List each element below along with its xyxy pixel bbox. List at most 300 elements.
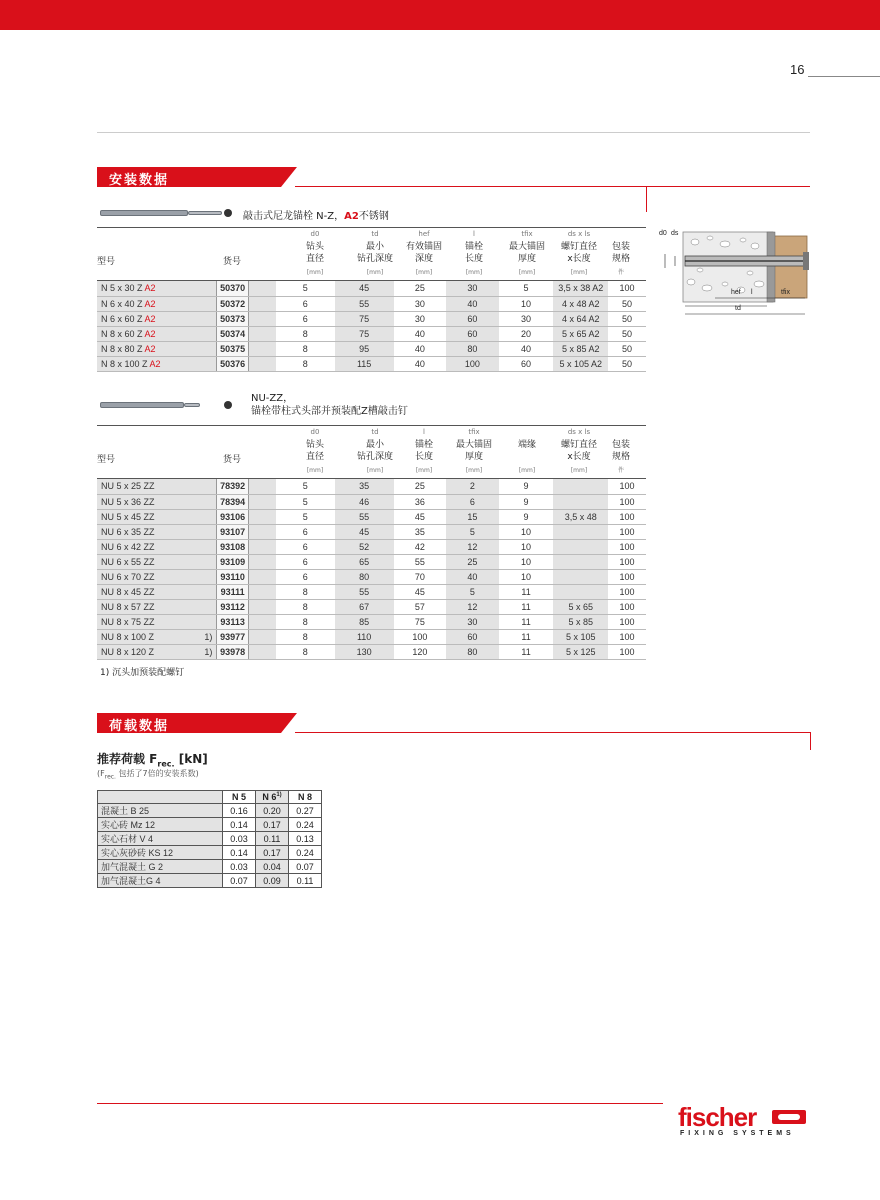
spacer (248, 569, 275, 584)
page-number: 16 (790, 62, 805, 77)
cell-value: 12 (446, 539, 499, 554)
table-row (97, 356, 646, 371)
spacer (248, 326, 275, 341)
header-label-2: 深度 (414, 254, 433, 264)
header-symbol: tfix (468, 428, 480, 436)
cell-value: 40 (446, 296, 499, 311)
spacer (248, 599, 275, 614)
article-number: 93109 (217, 554, 249, 569)
cell-value: 5 (446, 524, 499, 539)
load-header-cell (256, 791, 289, 804)
row-note (192, 341, 217, 356)
cell-value: 100 (608, 281, 646, 296)
cell-value: 50 (608, 341, 646, 356)
header-unit: [mm] (570, 467, 588, 474)
header-label-2: 厚度 (464, 452, 483, 462)
cell-value: 10 (499, 539, 554, 554)
row-note (192, 326, 217, 341)
cell-value: 11 (499, 599, 554, 614)
header-label-1: 最小 (365, 242, 384, 252)
cell-value: 110 (335, 629, 394, 644)
spacer (248, 524, 275, 539)
load-title (97, 750, 208, 768)
row-note: 1) (192, 629, 217, 644)
row-model (97, 599, 192, 614)
model-name: NU 5 x 45 ZZ (101, 511, 155, 522)
model-material: A2 (144, 283, 156, 294)
header-symbol: l (473, 230, 475, 238)
header-label-2: 规格 (611, 254, 630, 264)
cell-value (553, 554, 608, 569)
cell-value (553, 479, 608, 494)
header-unit: [mm] (570, 269, 588, 276)
material-label: 混凝土 B 25 (98, 804, 223, 818)
cell-value: 30 (446, 281, 499, 296)
cell-value: 75 (335, 311, 394, 326)
cell-value: 4 x 48 A2 (553, 296, 608, 311)
diagram-label-td: td (735, 305, 741, 312)
article-number: 50375 (217, 341, 249, 356)
header-label-1: 包装 (611, 440, 630, 450)
model-name: N 6 x 40 Z (101, 298, 145, 309)
cell-value: 100 (608, 644, 646, 659)
material-label: 实心灰砂砖 KS 12 (98, 846, 223, 860)
cell-value: 5 (276, 281, 335, 296)
header-unit: [mm] (518, 467, 536, 474)
table-row (97, 629, 646, 644)
footer-rule (97, 1103, 663, 1104)
model-material: A2 (144, 343, 156, 354)
cell-value: 50 (608, 356, 646, 371)
cell-value: 5 (499, 281, 554, 296)
cell-value: 100 (608, 509, 646, 524)
cell-value: 40 (394, 356, 447, 371)
spacer (248, 311, 275, 326)
row-note (192, 569, 217, 584)
row-model (97, 281, 192, 296)
table-row (97, 644, 646, 659)
header-symbol: td (371, 230, 379, 238)
model-name: NU 5 x 36 ZZ (101, 496, 155, 507)
load-title-unit: [kN] (174, 752, 208, 766)
cell-value: 8 (276, 629, 335, 644)
header-unit: 件 (617, 467, 624, 474)
table-row (97, 509, 646, 524)
cell-value: 100 (608, 539, 646, 554)
cell-value: 55 (335, 584, 394, 599)
cell-value: 40 (499, 341, 554, 356)
table-row (97, 524, 646, 539)
table-row (97, 326, 646, 341)
cell-value: 6 (276, 554, 335, 569)
cell-value: 9 (499, 494, 554, 509)
load-value: 0.04 (256, 860, 289, 874)
model-material: A2 (149, 358, 161, 369)
section-title: 安装数据 (97, 167, 281, 187)
header-text: N 6 (262, 792, 277, 802)
header-label-1: 最小 (365, 440, 384, 450)
cell-value: 30 (446, 614, 499, 629)
cell-value: 36 (394, 494, 447, 509)
cell-value: 45 (394, 584, 447, 599)
model-name: N 5 x 30 Z (101, 283, 145, 294)
row-note (192, 311, 217, 326)
section-rule (295, 732, 810, 733)
row-note (192, 296, 217, 311)
cell-value: 8 (276, 614, 335, 629)
load-subtitle (97, 768, 199, 781)
header-rule (97, 132, 810, 133)
cell-value: 5 x 85 (553, 614, 608, 629)
top-red-bar (0, 0, 880, 30)
table-row (97, 614, 646, 629)
cell-value: 30 (394, 311, 447, 326)
header-unit: [mm] (306, 269, 324, 276)
header-symbol: ds x ls (567, 428, 591, 436)
table-row (97, 584, 646, 599)
row-note (192, 539, 217, 554)
header-label-2: 钻孔深度 (356, 254, 393, 264)
cell-value: 100 (608, 629, 646, 644)
cell-value: 15 (446, 509, 499, 524)
load-value: 0.11 (289, 874, 322, 888)
cell-value: 75 (335, 326, 394, 341)
row-note (192, 356, 217, 371)
load-value: 0.14 (223, 818, 256, 832)
header-article: 货号 (222, 257, 241, 267)
cell-value: 9 (499, 479, 554, 494)
section-rule (295, 186, 810, 187)
cell-value: 8 (276, 341, 335, 356)
row-note (192, 479, 217, 494)
header-label-2: 厚度 (517, 254, 536, 264)
load-row (98, 804, 322, 818)
cell-value: 55 (394, 554, 447, 569)
cell-value (553, 584, 608, 599)
cell-value: 65 (335, 554, 394, 569)
cell-value: 40 (446, 569, 499, 584)
cell-value: 5 (276, 494, 335, 509)
row-model (97, 509, 192, 524)
cell-value: 100 (608, 524, 646, 539)
spacer (248, 554, 275, 569)
cell-value: 8 (276, 644, 335, 659)
header-unit: [mm] (366, 467, 384, 474)
cell-value: 130 (335, 644, 394, 659)
header-blank (98, 791, 223, 804)
row-model (97, 341, 192, 356)
article-number: 93113 (217, 614, 249, 629)
model-name: N 8 x 80 Z (101, 343, 145, 354)
row-note (192, 524, 217, 539)
load-value: 0.17 (256, 846, 289, 860)
header-label-1: 钻头 (305, 440, 324, 450)
row-note (192, 281, 217, 296)
cell-value: 100 (608, 554, 646, 569)
row-model (97, 311, 192, 326)
cell-value: 35 (394, 524, 447, 539)
cell-value: 5 (446, 584, 499, 599)
load-title-sub: rec. (157, 759, 175, 769)
product2-caption (251, 392, 408, 418)
cell-value: 46 (335, 494, 394, 509)
header-label-1: 螺钉直径 (560, 440, 597, 450)
cell-value: 50 (608, 326, 646, 341)
header-label-2: 长度 (464, 254, 483, 264)
table-row (97, 569, 646, 584)
cell-value (553, 494, 608, 509)
cell-value: 45 (335, 281, 394, 296)
cell-value: 100 (446, 356, 499, 371)
article-number: 93111 (217, 584, 249, 599)
diagram-label-hef: hef (731, 289, 741, 296)
header-label-1: 有效锚固 (405, 242, 442, 252)
section-tab-slant (281, 167, 297, 187)
header-symbol: hef (418, 230, 430, 238)
cell-value: 10 (499, 554, 554, 569)
header-label-1: 端缘 (517, 440, 536, 450)
cell-value: 100 (608, 569, 646, 584)
header-footnote-mark: 1) (276, 792, 282, 798)
material-label: 实心石材 V 4 (98, 832, 223, 846)
cell-value: 40 (394, 341, 447, 356)
header-symbol: ds x ls (567, 230, 591, 238)
cell-value: 57 (394, 599, 447, 614)
cell-value: 45 (335, 524, 394, 539)
header-text: N 8 (297, 792, 312, 802)
spacer (248, 644, 275, 659)
article-number: 93107 (217, 524, 249, 539)
spacer (248, 629, 275, 644)
header-label-2: 直径 (305, 254, 324, 264)
cell-value: 60 (499, 356, 554, 371)
load-subtitle-text: 包括了7倍的安装系数) (115, 769, 199, 778)
model-name: NU 8 x 100 Z (101, 631, 155, 642)
cell-value: 5 x 105 (553, 629, 608, 644)
header-symbol: tfix (521, 230, 533, 238)
spacer (248, 356, 275, 371)
article-number: 50370 (217, 281, 249, 296)
cell-value: 80 (446, 341, 499, 356)
load-value: 0.20 (256, 804, 289, 818)
model-name: NU 6 x 55 ZZ (101, 556, 155, 567)
cell-value: 25 (446, 554, 499, 569)
header-symbol: d0 (310, 230, 320, 238)
cell-value: 40 (394, 326, 447, 341)
article-number: 50373 (217, 311, 249, 326)
model-name: NU 6 x 70 ZZ (101, 571, 155, 582)
load-subtitle-sub: rec. (104, 773, 116, 781)
cell-value: 6 (276, 524, 335, 539)
header-unit: [mm] (366, 269, 384, 276)
cell-value: 6 (276, 569, 335, 584)
spacer (248, 614, 275, 629)
cell-value: 12 (446, 599, 499, 614)
article-number: 93108 (217, 539, 249, 554)
table1 (97, 281, 646, 372)
product1-caption (243, 207, 389, 222)
row-model (97, 614, 192, 629)
load-value: 0.24 (289, 846, 322, 860)
article-number: 93977 (217, 629, 249, 644)
header-label-1: 最大锚固 (455, 440, 492, 450)
table1-header (97, 228, 646, 280)
material-label: 加气混凝土 G 2 (98, 860, 223, 874)
cell-value: 100 (608, 479, 646, 494)
cell-value: 11 (499, 644, 554, 659)
section-header-install (97, 167, 810, 187)
article-number: 93978 (217, 644, 249, 659)
cell-value: 50 (608, 296, 646, 311)
cell-value: 10 (499, 524, 554, 539)
cell-value: 6 (276, 311, 335, 326)
cell-value: 67 (335, 599, 394, 614)
row-note (192, 599, 217, 614)
cell-value: 8 (276, 326, 335, 341)
load-header-cell (289, 791, 322, 804)
cell-value (553, 569, 608, 584)
fischer-logo: fischer (678, 1102, 757, 1132)
cell-value (553, 539, 608, 554)
model-name: NU 8 x 75 ZZ (101, 616, 155, 627)
row-model (97, 524, 192, 539)
cell-value: 8 (276, 599, 335, 614)
cell-value: 6 (276, 296, 335, 311)
cell-value: 115 (335, 356, 394, 371)
spacer (248, 341, 275, 356)
load-value: 0.07 (289, 860, 322, 874)
row-model (97, 644, 192, 659)
cell-value: 55 (335, 296, 394, 311)
load-row (98, 832, 322, 846)
diagram-label-tfix: tfix (781, 289, 790, 296)
cell-value: 30 (499, 311, 554, 326)
spacer (248, 584, 275, 599)
caption-line-1: NU-ZZ， (251, 393, 294, 404)
model-name: N 8 x 60 Z (101, 328, 145, 339)
load-value: 0.03 (223, 860, 256, 874)
cell-value: 95 (335, 341, 394, 356)
cell-value: 5 x 85 A2 (553, 341, 608, 356)
cell-value: 11 (499, 629, 554, 644)
model-material: A2 (144, 313, 156, 324)
model-name: NU 5 x 25 ZZ (101, 481, 155, 492)
cell-value: 3,5 x 48 (553, 509, 608, 524)
cell-value: 11 (499, 614, 554, 629)
row-model (97, 326, 192, 341)
table-row (97, 311, 646, 326)
cell-value: 52 (335, 539, 394, 554)
header-article: 货号 (222, 455, 241, 465)
fischer-logo-badge (772, 1110, 806, 1124)
row-model (97, 554, 192, 569)
article-number: 93106 (217, 509, 249, 524)
cell-value: 10 (499, 296, 554, 311)
cell-value: 5 x 65 A2 (553, 326, 608, 341)
table-row (97, 494, 646, 509)
header-label-2: 长度 (414, 452, 433, 462)
caption-text: 敲击式尼龙锚栓 N-Z， (243, 211, 345, 222)
spacer (248, 296, 275, 311)
table2-header (97, 426, 646, 478)
cell-value: 80 (446, 644, 499, 659)
diagram-label-l: l (751, 289, 753, 296)
article-number: 50372 (217, 296, 249, 311)
cell-value: 8 (276, 356, 335, 371)
model-material: A2 (144, 328, 156, 339)
row-note: 1) (192, 644, 217, 659)
section-tab-slant (281, 713, 297, 733)
anchor-n-z-image (100, 208, 235, 218)
caption-text-suffix: 不锈钢 (358, 211, 389, 222)
header-unit: [mm] (306, 467, 324, 474)
load-value: 0.17 (256, 818, 289, 832)
header-unit: [mm] (415, 467, 433, 474)
article-number: 50376 (217, 356, 249, 371)
cell-value: 5 (276, 479, 335, 494)
header-label-1: 钻头 (305, 242, 324, 252)
load-value: 0.13 (289, 832, 322, 846)
diagram-label-ds: ds (671, 230, 679, 237)
footnote: 1) 沉头加预装配螺钉 (100, 668, 185, 678)
row-model (97, 356, 192, 371)
header-label-1: 螺钉直径 (560, 242, 597, 252)
fischer-tagline: FIXING SYSTEMS (680, 1130, 795, 1137)
cell-value: 35 (335, 479, 394, 494)
header-unit: [mm] (465, 269, 483, 276)
cell-value: 42 (394, 539, 447, 554)
cell-value: 45 (394, 509, 447, 524)
header-model: 型号 (97, 257, 116, 267)
model-name: NU 6 x 42 ZZ (101, 541, 155, 552)
cell-value: 60 (446, 629, 499, 644)
table-row (97, 479, 646, 494)
cell-value: 25 (394, 479, 447, 494)
installation-diagram (655, 218, 815, 318)
article-number: 78392 (217, 479, 249, 494)
header-label-2: x长度 (567, 452, 591, 462)
cell-value: 55 (335, 509, 394, 524)
table-row (97, 341, 646, 356)
cell-value: 80 (335, 569, 394, 584)
table-row (97, 281, 646, 296)
cell-value: 30 (394, 296, 447, 311)
header-model: 型号 (97, 455, 116, 465)
spacer (248, 281, 275, 296)
header-label-1: 最大锚固 (508, 242, 545, 252)
cell-value: 4 x 64 A2 (553, 311, 608, 326)
header-unit: [mm] (518, 269, 536, 276)
article-number: 93110 (217, 569, 249, 584)
cell-value: 100 (608, 494, 646, 509)
header-label-1: 锚栓 (414, 440, 433, 450)
row-note (192, 584, 217, 599)
load-row (98, 860, 322, 874)
load-row (98, 818, 322, 832)
material-label: 实心砖 Mz 12 (98, 818, 223, 832)
load-value: 0.14 (223, 846, 256, 860)
cell-value: 25 (394, 281, 447, 296)
header-unit: 件 (617, 269, 624, 276)
article-number: 93112 (217, 599, 249, 614)
spacer (248, 494, 275, 509)
load-value: 0.11 (256, 832, 289, 846)
load-subtitle-prefix: (F (97, 769, 105, 778)
model-material: A2 (144, 298, 156, 309)
cell-value: 8 (276, 584, 335, 599)
caption-line-2: 锚栓带柱式头部并预装配Z槽敲击钉 (251, 406, 408, 417)
row-model (97, 296, 192, 311)
